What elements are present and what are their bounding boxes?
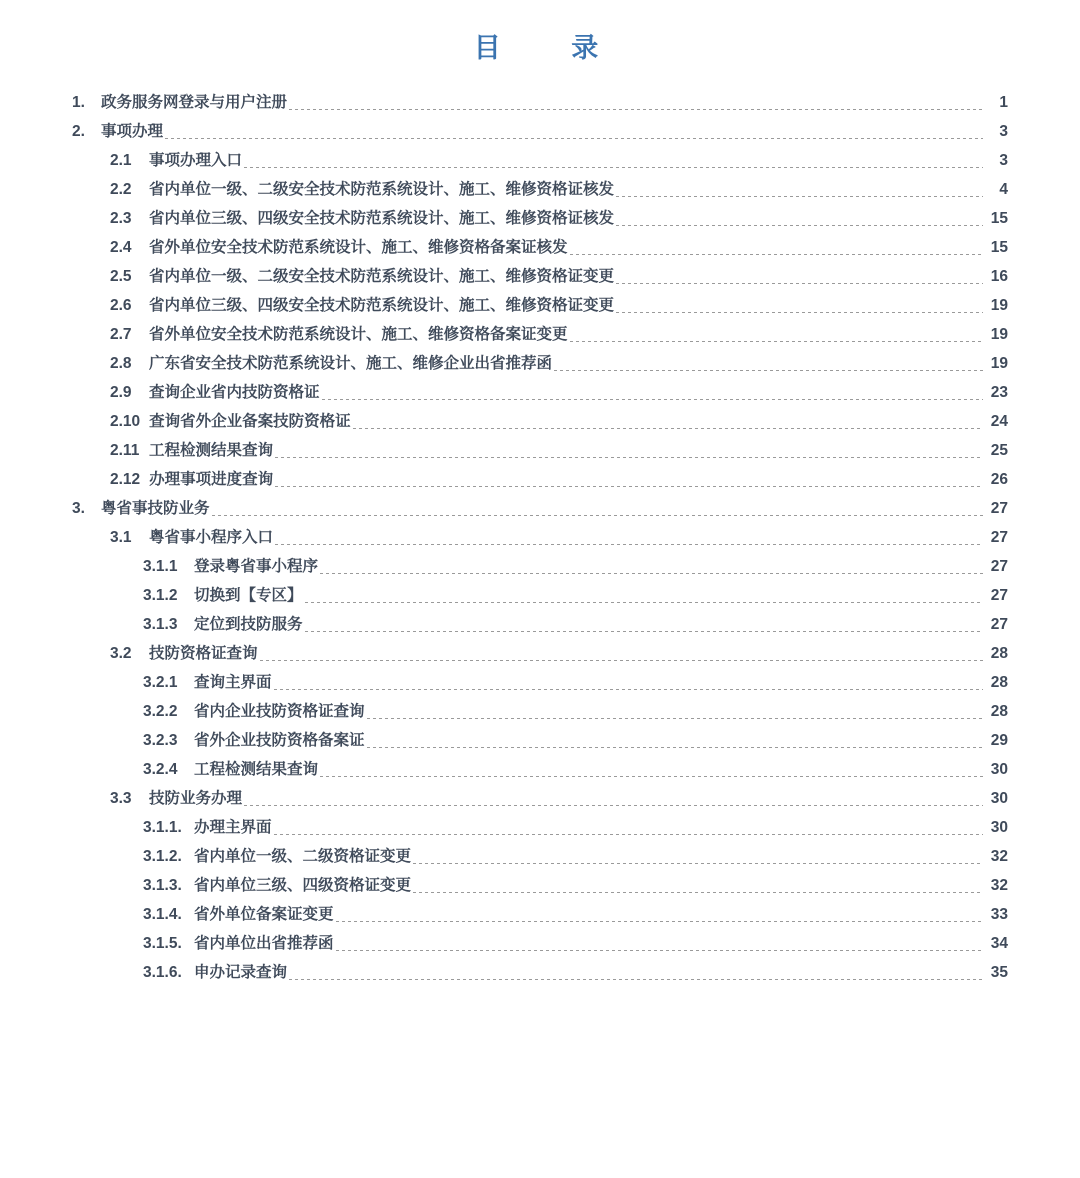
toc-entry-number: 2.1 <box>110 151 132 169</box>
toc-entry-title: 定位到技防服务 <box>194 615 303 633</box>
toc-entry-number: 3.1.4. <box>143 905 182 923</box>
toc-entry[interactable] <box>0 117 1080 146</box>
toc-dot-leader <box>413 863 983 864</box>
toc-entry-number: 3.1.6. <box>143 963 182 981</box>
toc-entry-title: 工程检测结果查询 <box>194 760 319 778</box>
toc-entry-number: 2.11 <box>110 441 140 459</box>
toc-page-number: 26 <box>990 470 1008 488</box>
toc-entry-title: 申办记录查询 <box>194 963 288 981</box>
toc-entry-title: 省外单位安全技术防范系统设计、施工、维修资格备案证变更 <box>149 325 568 343</box>
toc-page-number: 32 <box>990 847 1008 865</box>
toc-entry-title: 查询企业省内技防资格证 <box>149 383 320 401</box>
toc-entry-number: 2.7 <box>110 325 132 343</box>
toc-page-number: 28 <box>990 673 1008 691</box>
toc-entry-number: 3.2.1 <box>143 673 178 691</box>
toc-entry-title: 登录粤省事小程序 <box>194 557 319 575</box>
toc-entry[interactable] <box>0 581 1080 610</box>
toc-page-number: 28 <box>990 644 1008 662</box>
toc-entry-number: 2.5 <box>110 267 132 285</box>
toc-entry-title: 广东省安全技术防范系统设计、施工、维修企业出省推荐函 <box>149 354 553 372</box>
toc-entry-number: 3.2.2 <box>143 702 178 720</box>
toc-dot-leader <box>616 196 983 197</box>
toc-page-number: 30 <box>990 818 1008 836</box>
toc-entry-number: 3.1.2. <box>143 847 182 865</box>
toc-entry[interactable] <box>0 407 1080 436</box>
toc-entry-title: 省内单位三级、四级安全技术防范系统设计、施工、维修资格证核发 <box>149 209 615 227</box>
toc-dot-leader <box>212 515 983 516</box>
toc-dot-leader <box>289 109 983 110</box>
toc-entry[interactable] <box>0 204 1080 233</box>
toc-page-number: 27 <box>990 528 1008 546</box>
toc-dot-leader <box>305 602 983 603</box>
toc-entry-number: 3.1.2 <box>143 586 178 604</box>
toc-entry-number: 3.1.5. <box>143 934 182 952</box>
toc-entry[interactable] <box>0 784 1080 813</box>
toc-entry[interactable] <box>0 610 1080 639</box>
toc-page-number: 30 <box>990 760 1008 778</box>
toc-entry-title: 政务服务网登录与用户注册 <box>101 93 288 111</box>
toc-dot-leader <box>336 921 983 922</box>
toc-entry[interactable] <box>0 871 1080 900</box>
toc-dot-leader <box>616 225 983 226</box>
toc-dot-leader <box>616 312 983 313</box>
toc-entry[interactable] <box>0 436 1080 465</box>
toc-entry-title: 省内单位出省推荐函 <box>194 934 334 952</box>
toc-entry-number: 1. <box>72 93 85 111</box>
toc-entry-number: 2. <box>72 122 85 140</box>
toc-dot-leader <box>274 834 983 835</box>
toc-page-number: 24 <box>990 412 1008 430</box>
toc-page-number: 19 <box>990 325 1008 343</box>
toc-page-number: 30 <box>990 789 1008 807</box>
toc-dot-leader <box>305 631 983 632</box>
toc-entry-number: 3.1.1 <box>143 557 178 575</box>
toc-entry-number: 2.3 <box>110 209 132 227</box>
toc-entry-number: 2.8 <box>110 354 132 372</box>
toc-page-number: 32 <box>990 876 1008 894</box>
toc-entry-number: 2.6 <box>110 296 132 314</box>
toc-dot-leader <box>367 718 983 719</box>
toc-entry-title: 省内单位三级、四级资格证变更 <box>194 876 412 894</box>
toc-entry-title: 省外企业技防资格备案证 <box>194 731 365 749</box>
toc-entry-number: 2.2 <box>110 180 132 198</box>
toc-entry[interactable] <box>0 842 1080 871</box>
toc-entry-number: 2.4 <box>110 238 132 256</box>
toc-dot-leader <box>275 457 983 458</box>
toc-dot-leader <box>275 544 983 545</box>
toc-page-number: 34 <box>990 934 1008 952</box>
toc-entry-number: 3.2.4 <box>143 760 178 778</box>
toc-dot-leader <box>353 428 983 429</box>
toc-entry[interactable] <box>0 262 1080 291</box>
toc-dot-leader <box>554 370 983 371</box>
toc-entry-title: 工程检测结果查询 <box>149 441 274 459</box>
toc-page-number: 29 <box>990 731 1008 749</box>
toc-entry-number: 3.1.3. <box>143 876 182 894</box>
toc-entry-title: 办理事项进度查询 <box>149 470 274 488</box>
toc-entry-title: 切换到【专区】 <box>194 586 303 604</box>
toc-entry-title: 省内单位一级、二级安全技术防范系统设计、施工、维修资格证核发 <box>149 180 615 198</box>
toc-entry-number: 3.1 <box>110 528 132 546</box>
toc-dot-leader <box>322 399 983 400</box>
toc-entry-title: 办理主界面 <box>194 818 272 836</box>
toc-entry[interactable] <box>0 639 1080 668</box>
toc-page-number: 27 <box>990 615 1008 633</box>
toc-entry-title: 省内单位一级、二级资格证变更 <box>194 847 412 865</box>
toc-page-number: 15 <box>990 209 1008 227</box>
toc-dot-leader <box>320 776 983 777</box>
toc-dot-leader <box>367 747 983 748</box>
toc-entry-number: 3.2.3 <box>143 731 178 749</box>
toc-entry-title: 事项办理入口 <box>149 151 243 169</box>
toc-dot-leader <box>413 892 983 893</box>
toc-dot-leader <box>320 573 983 574</box>
toc-entry[interactable] <box>0 929 1080 958</box>
toc-page-number: 19 <box>990 354 1008 372</box>
toc-entry[interactable] <box>0 900 1080 929</box>
toc-entry-number: 3.2 <box>110 644 132 662</box>
toc-dot-leader <box>616 283 983 284</box>
toc-page-number: 4 <box>999 180 1008 198</box>
toc-page-number: 33 <box>990 905 1008 923</box>
toc-entry[interactable] <box>0 146 1080 175</box>
toc-page-number: 19 <box>990 296 1008 314</box>
toc-list <box>0 66 1080 987</box>
toc-entry[interactable] <box>0 813 1080 842</box>
toc-dot-leader <box>570 254 983 255</box>
toc-entry-title: 事项办理 <box>101 122 164 140</box>
toc-entry-title: 粤省事小程序入口 <box>149 528 274 546</box>
toc-page-number: 28 <box>990 702 1008 720</box>
toc-entry-number: 2.10 <box>110 412 141 430</box>
toc-entry[interactable] <box>0 349 1080 378</box>
toc-entry-number: 2.9 <box>110 383 132 401</box>
toc-dot-leader <box>336 950 983 951</box>
toc-entry[interactable] <box>0 291 1080 320</box>
toc-entry-title: 查询省外企业备案技防资格证 <box>149 412 351 430</box>
toc-entry[interactable] <box>0 755 1080 784</box>
toc-entry-title: 省内单位三级、四级安全技术防范系统设计、施工、维修资格证变更 <box>149 296 615 314</box>
toc-page-number: 15 <box>990 238 1008 256</box>
toc-entry[interactable] <box>0 465 1080 494</box>
toc-entry-number: 3.1.1. <box>143 818 182 836</box>
toc-dot-leader <box>260 660 983 661</box>
toc-page-number: 27 <box>990 557 1008 575</box>
toc-entry-title: 粤省事技防业务 <box>101 499 210 517</box>
toc-entry[interactable] <box>0 88 1080 117</box>
toc-entry[interactable] <box>0 552 1080 581</box>
toc-entry[interactable] <box>0 320 1080 349</box>
toc-entry[interactable] <box>0 494 1080 523</box>
toc-dot-leader <box>244 805 983 806</box>
toc-entry-title: 省外单位安全技术防范系统设计、施工、维修资格备案证核发 <box>149 238 568 256</box>
toc-entry-title: 技防资格证查询 <box>149 644 258 662</box>
toc-dot-leader <box>289 979 983 980</box>
toc-entry-title: 省内企业技防资格证查询 <box>194 702 365 720</box>
page-title: 目 录 <box>473 33 607 63</box>
toc-entry[interactable] <box>0 378 1080 407</box>
toc-dot-leader <box>165 138 983 139</box>
toc-page-number: 35 <box>990 963 1008 981</box>
toc-dot-leader <box>244 167 983 168</box>
toc-entry[interactable] <box>0 958 1080 987</box>
toc-page-number: 27 <box>990 499 1008 517</box>
toc-page-number: 3 <box>999 151 1008 169</box>
toc-entry[interactable] <box>0 668 1080 697</box>
toc-entry-title: 查询主界面 <box>194 673 272 691</box>
toc-page-number: 27 <box>990 586 1008 604</box>
toc-entry[interactable] <box>0 233 1080 262</box>
toc-dot-leader <box>570 341 983 342</box>
toc-entry-number: 2.12 <box>110 470 141 488</box>
toc-entry-title: 省内单位一级、二级安全技术防范系统设计、施工、维修资格证变更 <box>149 267 615 285</box>
toc-page-number: 25 <box>990 441 1008 459</box>
toc-entry[interactable] <box>0 697 1080 726</box>
toc-page-number: 1 <box>999 93 1008 111</box>
toc-page-number: 23 <box>990 383 1008 401</box>
toc-entry-number: 3.3 <box>110 789 132 807</box>
toc-entry[interactable] <box>0 523 1080 552</box>
toc-page-number: 16 <box>990 267 1008 285</box>
toc-entry-number: 3. <box>72 499 85 517</box>
toc-dot-leader <box>275 486 983 487</box>
toc-page-number: 3 <box>999 122 1008 140</box>
toc-entry[interactable] <box>0 726 1080 755</box>
toc-dot-leader <box>274 689 983 690</box>
toc-entry[interactable] <box>0 175 1080 204</box>
toc-entry-number: 3.1.3 <box>143 615 178 633</box>
toc-entry-title: 技防业务办理 <box>149 789 243 807</box>
toc-entry-title: 省外单位备案证变更 <box>194 905 334 923</box>
